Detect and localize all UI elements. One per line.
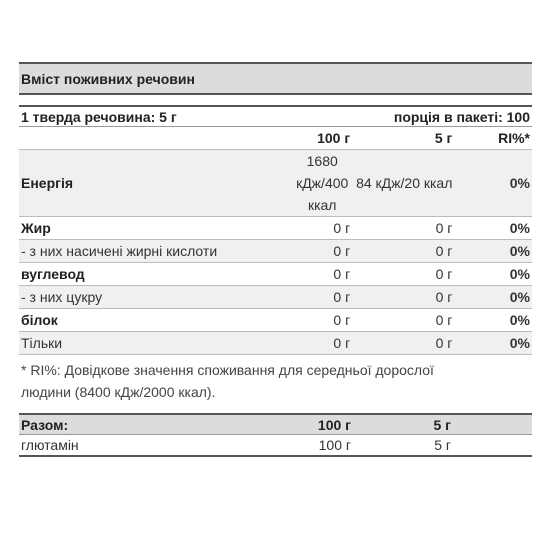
energy-ri: 0% <box>454 150 532 217</box>
servings-per-pack: порція в пакеті: 100 <box>393 108 530 125</box>
ingredient-per-5: 5 г <box>434 437 451 453</box>
nutrient-per-100: 0 г <box>288 217 352 240</box>
composition-row <box>19 435 532 457</box>
nutrient-name: - з них насичені жирні кислоти <box>19 240 288 263</box>
nutrient-ri: 0% <box>454 309 532 332</box>
table-row <box>19 332 532 355</box>
serving-info-row <box>19 105 532 127</box>
nutrient-per-5: 0 г <box>352 217 454 240</box>
energy-per-100-line1: 1680 <box>306 153 338 169</box>
nutrient-ri: 0% <box>454 217 532 240</box>
table-header-row <box>19 127 532 150</box>
table-row <box>19 240 532 263</box>
nutrition-panel <box>19 62 532 457</box>
table-row <box>19 217 532 240</box>
energy-per-5: 84 кДж/20 ккал <box>352 150 454 217</box>
nutrient-per-100: 0 г <box>288 286 352 309</box>
footnote-line-2: людини (8400 кДж/2000 ккал). <box>21 384 216 400</box>
energy-per-100-line2: кДж/400 <box>296 175 349 191</box>
ingredient-per-100: 100 г <box>318 437 351 453</box>
nutrient-per-100: 0 г <box>288 332 352 355</box>
nutrient-name: Жир <box>19 217 288 240</box>
table-row <box>19 263 532 286</box>
nutrition-title: Вміст поживних речовин <box>19 62 532 95</box>
energy-row <box>19 150 532 217</box>
nutrient-per-5: 0 г <box>352 240 454 263</box>
composition-header <box>19 413 532 435</box>
nutrition-table <box>19 127 532 355</box>
nutrient-per-5: 0 г <box>352 332 454 355</box>
nutrient-name: вуглевод <box>19 263 288 286</box>
composition-label: Разом: <box>21 416 69 433</box>
nutrient-per-100: 0 г <box>288 309 352 332</box>
composition-header-5: 5 г <box>433 416 451 433</box>
nutrient-name: Тільки <box>19 332 288 355</box>
ingredient-name: глютамін <box>21 437 79 453</box>
spacer <box>19 95 532 105</box>
table-row <box>19 286 532 309</box>
energy-per-100 <box>288 150 352 217</box>
header-per-100: 100 г <box>288 127 352 150</box>
nutrient-ri: 0% <box>454 263 532 286</box>
header-per-5: 5 г <box>352 127 454 150</box>
nutrient-per-5: 0 г <box>352 309 454 332</box>
nutrient-per-100: 0 г <box>288 263 352 286</box>
nutrient-ri: 0% <box>454 240 532 263</box>
composition-header-100: 100 г <box>317 416 351 433</box>
energy-per-100-text <box>290 150 354 216</box>
energy-label: Енергія <box>19 150 288 217</box>
ri-footnote <box>19 355 532 407</box>
nutrient-name: - з них цукру <box>19 286 288 309</box>
nutrient-ri: 0% <box>454 332 532 355</box>
table-row <box>19 309 532 332</box>
header-ri: RI%* <box>454 127 532 150</box>
nutrient-name: білок <box>19 309 288 332</box>
nutrient-per-5: 0 г <box>352 263 454 286</box>
footnote-line-1: * RI%: Довідкове значення споживання для середньої дорослої <box>21 362 434 378</box>
serving-size: 1 тверда речовина: 5 г <box>21 108 177 125</box>
nutrient-ri: 0% <box>454 286 532 309</box>
nutrient-per-100: 0 г <box>288 240 352 263</box>
composition-block <box>19 413 532 457</box>
energy-per-100-line3: ккал <box>307 197 337 213</box>
nutrient-per-5: 0 г <box>352 286 454 309</box>
header-empty-cell <box>19 127 288 150</box>
